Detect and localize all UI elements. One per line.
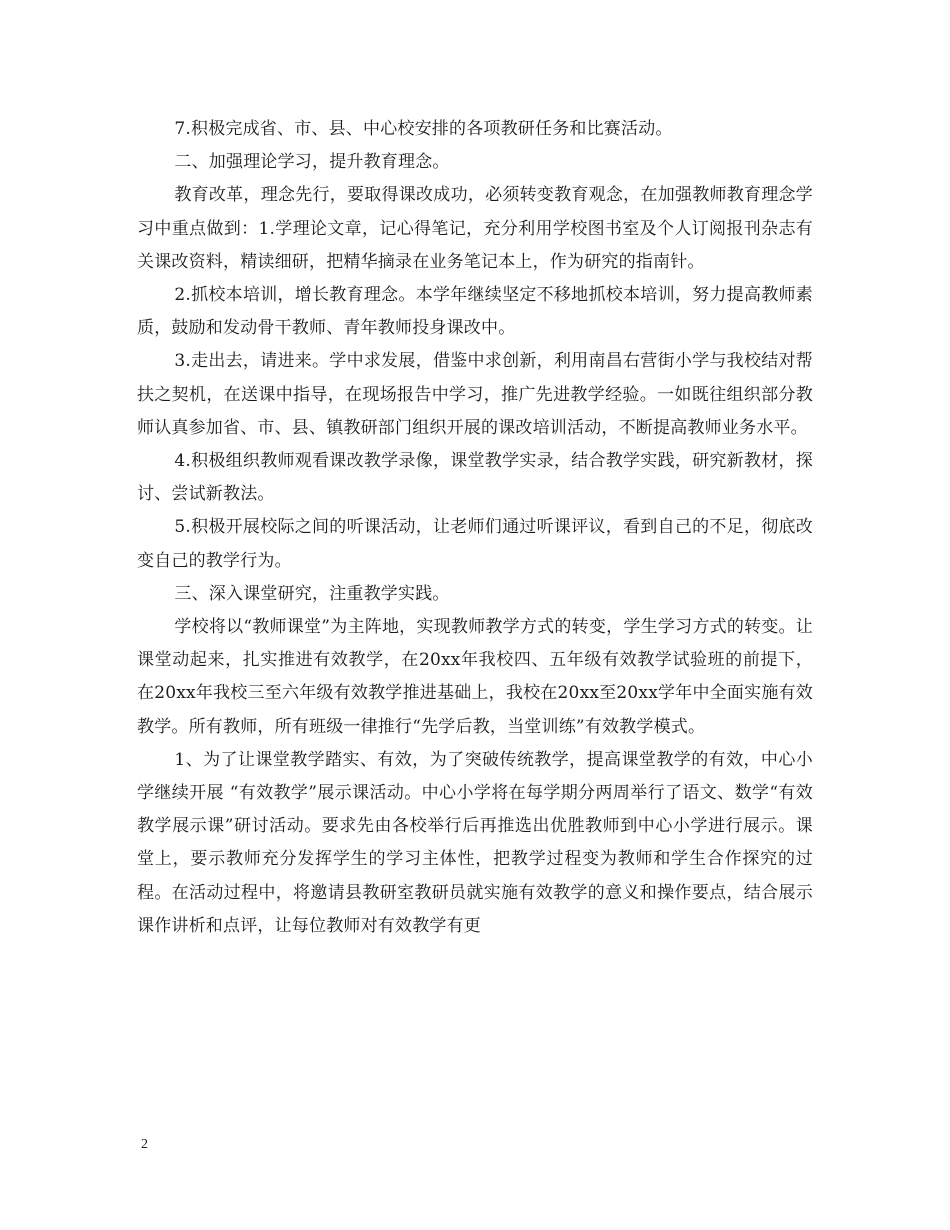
paragraph-item-4: 4.积极组织教师观看课改教学录像，课堂教学实录，结合教学实践，研究新教材，探讨、尝试新教法。 [137, 451, 813, 505]
paragraph-item-2: 2.抓校本培训，增长教育理念。本学年继续坚定不移地抓校本培训，努力提高教师素质，鼓励和发动骨干教师、青年教师投身课改中。 [137, 285, 813, 339]
section-heading-classroom: 三、深入课堂研究，注重教学实践。 [174, 583, 450, 604]
paragraph-item-5: 5.积极开展校际之间的听课活动，让老师们通过听课评议，看到自己的不足，彻底改变自己的教学行为。 [137, 517, 813, 571]
paragraph-item-3: 3.走出去，请进来。学中求发展，借鉴中求创新，利用南昌右营街小学与我校结对帮扶之契机，在送课中指导，在现场报告中学习，推广先进教学经验。一如既往组织部分教师认真参加省、市、县、镇教研部门组织开展的课改培训活动，不断提高教师业务水平。 [137, 351, 813, 438]
document-body [137, 113, 813, 943]
section-heading-theory: 二、加强理论学习，提升教育理念。 [174, 152, 450, 173]
paragraph-education-reform: 教育改革，理念先行，要取得课改成功，必须转变教育观念，在加强教师教育理念学习中重点做到：1.学理论文章，记心得笔记，充分利用学校图书室及个人订阅报刊杂志有关课改资料，精读细研，把精华摘录在业务笔记本上，作为研究的指南针。 [137, 185, 813, 272]
paragraph-item-7: 7.积极完成省、市、县、中心校安排的各项教研任务和比赛活动。 [174, 119, 673, 139]
paragraph-point-1: 1、为了让课堂教学踏实、有效，为了突破传统教学，提高课堂教学的有效，中心小学继续开展 “有效教学”展示课活动。中心小学将在每学期分两周举行了语文、数学“有效教学展示课”研讨活动。要求先由各校举行后再推选出优胜教师到中心小学进行展示。课堂上，要示教师充分发挥学生的学习主体性，把教学过程变为教师和学生合作探究的过程。在活动过程中，将邀请县教研室教研员就实施有效教学的意义和操作要点，结合展示课作讲析和点评，让每位教师对有效教学有更 [137, 749, 813, 936]
paragraph-classroom-focus: 学校将以“教师课堂”为主阵地，实现教师教学方式的转变，学生学习方式的转变。让课堂动起来，扎实推进有效教学，在20xx年我校四、五年级有效教学试验班的前提下，在20xx年我校三至六年级有效教学推进基础上，我校在20xx至20xx学年中全面实施有效教学。所有教师，所有班级一律推行“先学后教，当堂训练”有效教学模式。 [137, 617, 813, 737]
page-number: 2 [141, 1137, 148, 1152]
